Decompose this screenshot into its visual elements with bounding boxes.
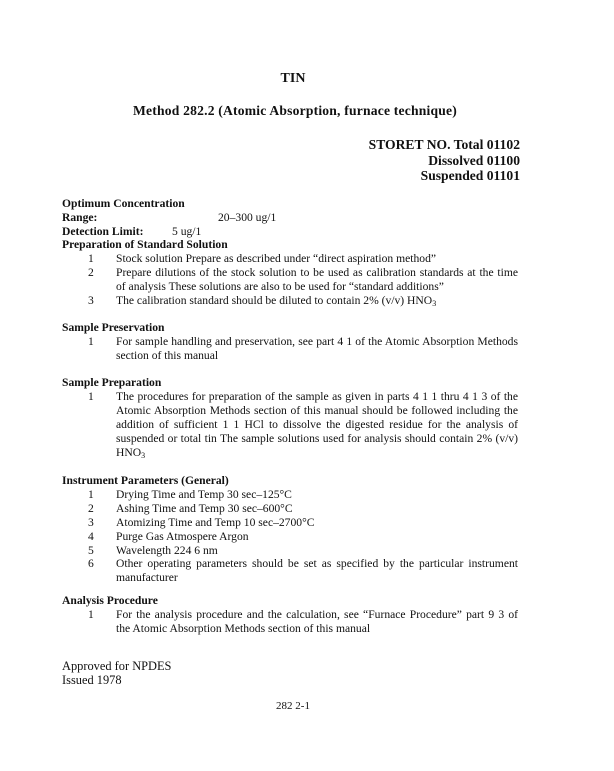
item-text: Ashing Time and Temp 30 sec–600°C [116,501,293,515]
subscript: 3 [432,298,437,308]
storet-suspended: Suspended 01101 [420,168,520,184]
approval-info [62,659,518,687]
section-heading: Sample Preparation [62,376,162,389]
optimum-label: Optimum Concentration Range: [62,197,185,224]
item-text: Wavelength 224 6 nm [116,543,218,557]
storet-numbers [369,137,520,184]
item-text: Stock solution Prepare as described under “direct aspiration method” [116,251,437,265]
approved-for: Approved for NPDES [62,659,172,673]
item-number: 3 [88,293,94,307]
section-instrument-parameters [62,474,518,585]
list-item [62,488,518,502]
storet-total: STORET NO. Total 01102 [368,137,520,152]
list-item [62,608,518,636]
section-heading: Sample Preservation [62,321,165,334]
section-sample-preparation [62,376,518,459]
item-text: For sample handling and preservation, see part 4 1 of the Atomic Absorption Methods section of this manual [116,334,518,362]
optimum-value: 20–300 ug/1 [218,210,277,224]
item-number: 1 [88,607,94,621]
item-number: 1 [88,251,94,265]
item-number: 1 [88,334,94,348]
item-number: 2 [88,265,94,279]
document-title: TIN [280,71,306,86]
item-number: 2 [88,501,94,515]
list-item [62,557,518,585]
item-text: Atomizing Time and Temp 10 sec–2700°C [116,515,315,529]
item-text: Prepare dilutions of the stock solution to be used as calibration standards at the time of analysis These solutions are also to be used for “standard additions” [116,265,518,293]
item-text: For the analysis procedure and the calculation, see “Furnace Procedure” part 9 3 of the Atomic Absorption Methods section of this manual [116,607,518,635]
section-heading: Instrument Parameters (General) [62,474,229,487]
item-number: 4 [88,529,94,543]
list-item [62,266,518,294]
item-number: 1 [88,487,94,501]
item-text: The calibration standard should be diluted to contain 2% (v/v) HNO [116,293,433,307]
list-item [62,335,518,363]
list-item [62,530,518,544]
detection-value: 5 ug/1 [172,224,202,238]
storet-dissolved: Dissolved 01100 [428,152,520,168]
item-number: 1 [88,389,94,403]
section-analysis-procedure [62,594,518,636]
method-title: Method 282.2 (Atomic Absorption, furnace technique) [133,103,457,118]
item-number: 3 [88,515,94,529]
item-text: Other operating parameters should be set as specified by the particular instrument manufacturer [116,557,518,585]
section-standard-solution [62,238,518,308]
item-text: The procedures for preparation of the sample as given in parts 4 1 1 thru 4 1 3 of the Atomic Absorption Methods section of this manual should be followed including the addition of sufficient 1 1 HCl to dissolve the digested residue for the analysis of suspended or total tin The sample solutions used for analysis should contain 2% (v/v) HNO [116,389,518,459]
section-heading: Analysis Procedure [62,594,158,607]
list-item [62,502,518,516]
ranges [62,197,518,239]
subscript: 3 [141,450,146,460]
page-number: 282 2-1 [276,700,310,712]
list-item [62,390,518,460]
issued-year: Issued 1978 [62,673,122,687]
item-number: 6 [88,557,94,571]
item-text: Purge Gas Atmospere Argon [116,529,249,543]
list-item [62,516,518,530]
item-text: Drying Time and Temp 30 sec–125°C [116,487,292,501]
list-item [62,544,518,558]
section-heading: Preparation of Standard Solution [62,238,228,251]
list-item [62,252,518,266]
item-number: 5 [88,543,94,557]
section-sample-preservation [62,321,518,363]
list-item [62,294,518,308]
detection-label: Detection Limit: [62,224,144,238]
